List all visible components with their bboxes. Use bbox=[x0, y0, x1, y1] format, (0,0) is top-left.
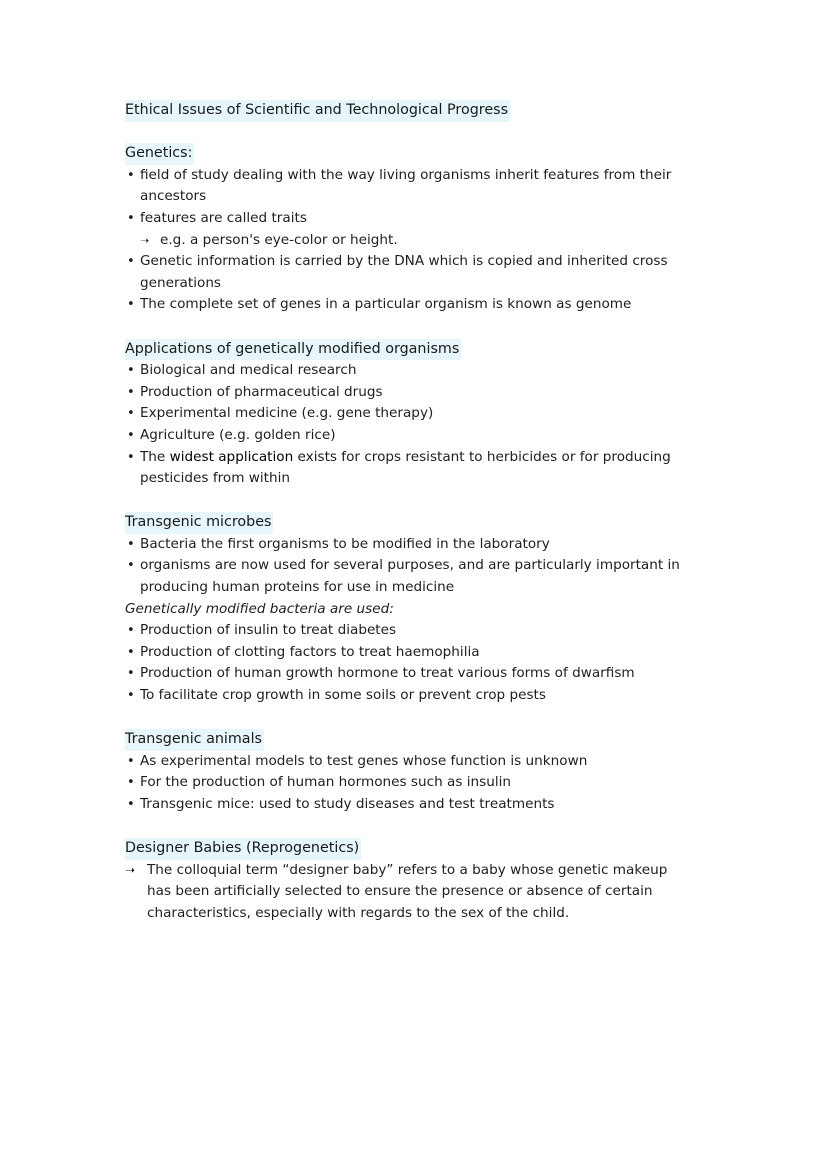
document-title-row bbox=[125, 99, 718, 121]
list-item: • organisms are now used for several purposes, and are particularly important in producing human proteins for use in medicine bbox=[127, 557, 680, 596]
section-genetics bbox=[125, 142, 718, 316]
section-heading-animals: Transgenic animals bbox=[125, 729, 264, 751]
bullet-icon: • bbox=[127, 363, 135, 379]
bullet-icon: • bbox=[127, 449, 135, 465]
section-heading-genetics: Genetics: bbox=[125, 143, 194, 165]
section-heading-applications: Applications of genetically modified organisms bbox=[125, 339, 461, 361]
bullet-icon: • bbox=[127, 536, 135, 552]
arrow-right-icon: ➝ bbox=[125, 862, 136, 877]
sub-example: ➝ e.g. a person's eye-color or height. bbox=[125, 230, 718, 252]
microbes-uses-list bbox=[125, 620, 718, 706]
microbes-list bbox=[125, 534, 718, 599]
list-item: • Production of human growth hormone to treat various forms of dwarfism bbox=[125, 663, 718, 685]
bullet-icon: • bbox=[127, 775, 135, 791]
list-item: • field of study dealing with the way living organisms inherit features from their ancestors bbox=[127, 166, 672, 205]
list-item: • For the production of human hormones such as insulin bbox=[125, 772, 718, 794]
designer-baby-paragraph: ➝ The colloquial term “designer baby” refers to a baby whose genetic makeup has been artificially selected to ensure the presence or absence of certain characteristics, especially with regards to the sex of the child. bbox=[125, 861, 668, 921]
genetics-list-continued bbox=[125, 251, 718, 316]
bullet-icon: • bbox=[127, 623, 135, 639]
section-heading-designer-babies: Designer Babies (Reprogenetics) bbox=[125, 838, 361, 860]
list-item: • Bacteria the first organisms to be modified in the laboratory bbox=[125, 534, 718, 556]
list-item: • Production of pharmaceutical drugs bbox=[125, 382, 718, 404]
bullet-icon: • bbox=[127, 210, 135, 226]
list-item: • Agriculture (e.g. golden rice) bbox=[125, 425, 718, 447]
bullet-icon: • bbox=[127, 644, 135, 660]
bullet-icon: • bbox=[127, 558, 135, 574]
list-item: • To facilitate crop growth in some soils or prevent crop pests bbox=[125, 685, 718, 707]
list-item: • The widest application exists for crops resistant to herbicides or for producing pesticides from within bbox=[127, 448, 671, 487]
list-item: • Genetic information is carried by the DNA which is copied and inherited cross generations bbox=[127, 253, 668, 291]
emphasized-phrase: widest application bbox=[169, 448, 294, 465]
bullet-icon: • bbox=[127, 797, 135, 812]
list-item: • Production of clotting factors to treat haemophilia bbox=[125, 642, 718, 664]
italic-note: Genetically modified bacteria are used: bbox=[125, 600, 394, 617]
arrow-right-icon: ➝ bbox=[140, 233, 150, 247]
bullet-icon: • bbox=[127, 297, 135, 313]
bullet-icon: • bbox=[127, 384, 135, 400]
animals-list bbox=[125, 751, 718, 816]
section-designer-babies bbox=[125, 837, 718, 924]
document-title: Ethical Issues of Scientific and Technological Progress bbox=[125, 100, 510, 122]
bullet-icon: • bbox=[127, 688, 135, 704]
bullet-icon: • bbox=[127, 666, 135, 682]
genetics-list bbox=[125, 165, 718, 230]
bullet-icon: • bbox=[127, 254, 135, 270]
section-microbes bbox=[125, 511, 718, 706]
list-item: • Biological and medical research bbox=[125, 360, 718, 382]
section-heading-microbes: Transgenic microbes bbox=[125, 512, 273, 534]
applications-list bbox=[125, 360, 718, 490]
list-item: • features are called traits bbox=[125, 208, 718, 230]
bullet-icon: • bbox=[127, 427, 135, 443]
list-item: • As experimental models to test genes whose function is unknown bbox=[125, 751, 718, 773]
list-item: • The complete set of genes in a particular organism is known as genome bbox=[125, 294, 718, 316]
list-item: • Experimental medicine (e.g. gene therapy) bbox=[125, 403, 718, 425]
section-animals bbox=[125, 728, 718, 815]
list-item: • Production of insulin to treat diabetes bbox=[125, 620, 718, 642]
bullet-icon: • bbox=[127, 167, 135, 183]
bullet-icon: • bbox=[127, 406, 135, 422]
section-applications bbox=[125, 338, 718, 490]
bullet-icon: • bbox=[127, 753, 135, 769]
list-item: • Transgenic mice: used to study diseases and test treatments bbox=[125, 794, 718, 816]
